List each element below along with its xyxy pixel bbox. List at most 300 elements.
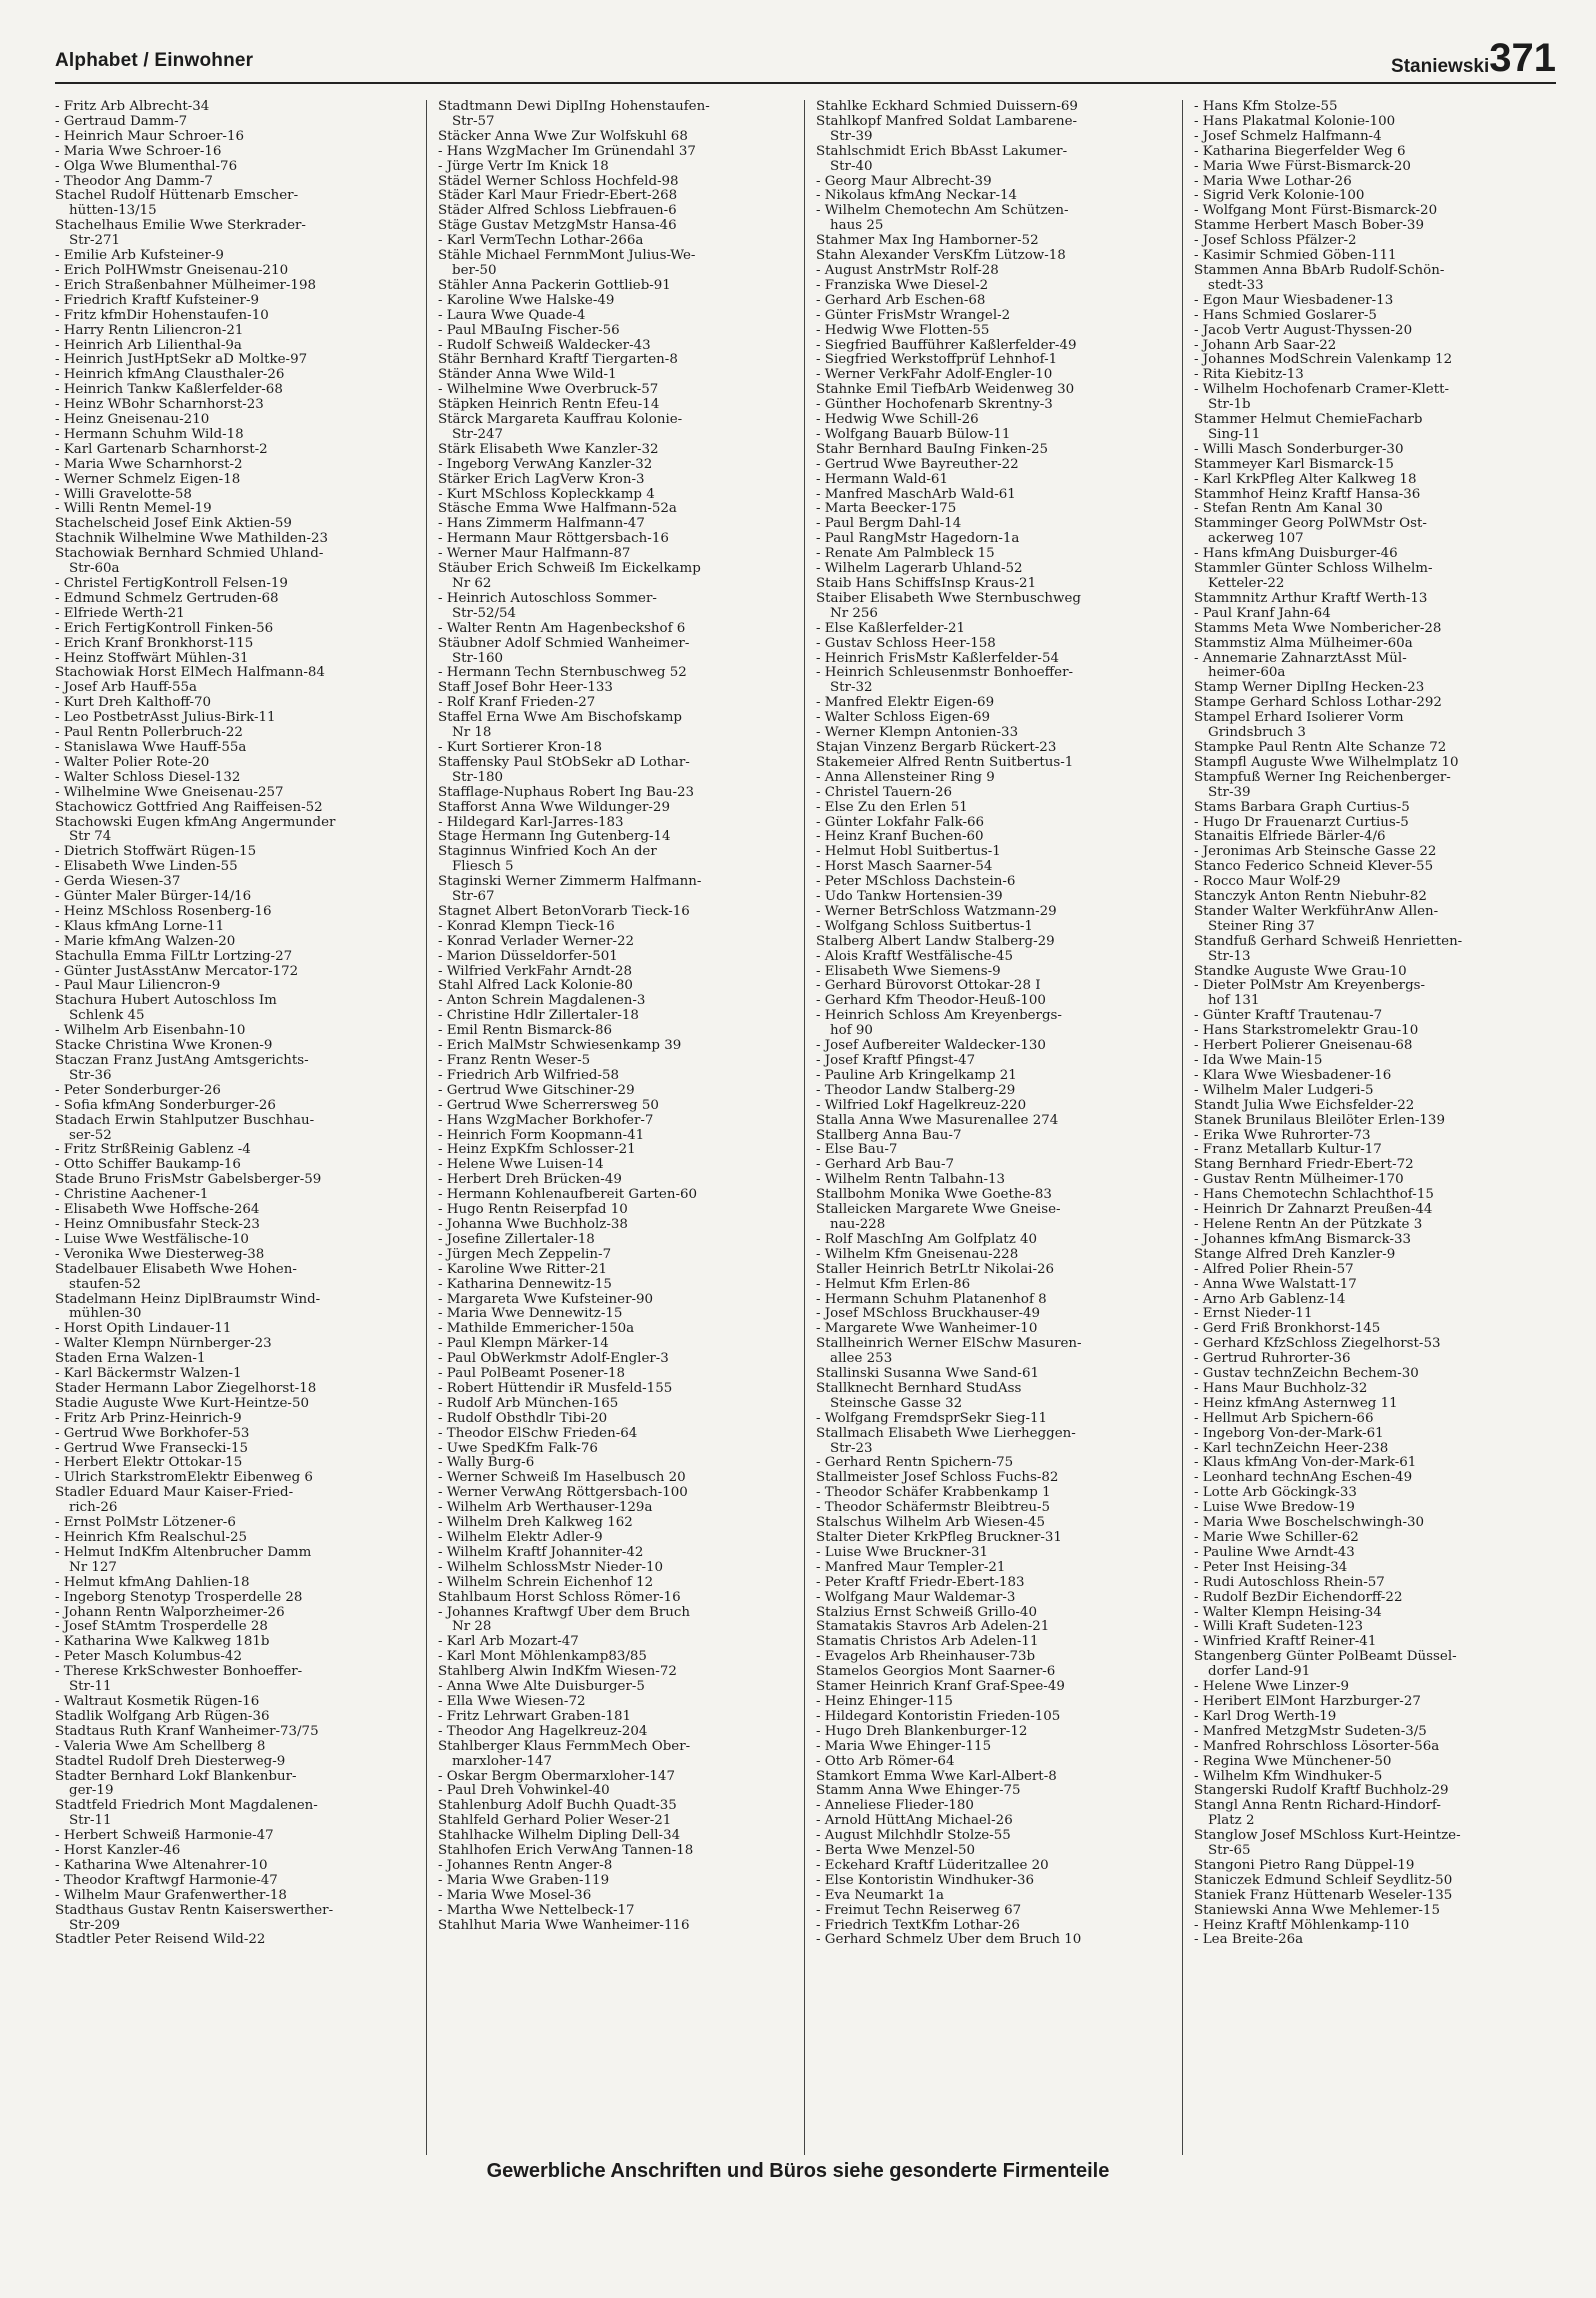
directory-entry: - Gerhard Arb Bau-7 — [816, 1158, 955, 1173]
directory-entry: - Jürgen Mech Zeppelin-7 — [438, 1247, 612, 1262]
directory-entry: - Otto Schiffer Baukamp-16 — [55, 1158, 241, 1173]
directory-entry: Stammer Helmut ChemieFacharb — [1194, 413, 1423, 428]
directory-entry: - Peter MSchloss Dachstein-6 — [816, 875, 1016, 890]
directory-entry: Str-209 — [69, 1918, 121, 1933]
directory-entry: Stähr Bernhard Kraftf Tiergarten-8 — [438, 353, 678, 368]
directory-entry: - Hildegard Karl-Jarres-183 — [438, 815, 624, 830]
directory-entry: - Heribert ElMont Harzburger-27 — [1194, 1694, 1421, 1709]
directory-entry: Stampfl Auguste Wwe Wilhelmplatz 10 — [1194, 755, 1459, 770]
directory-entry: - Fritz kfmDir Hohenstaufen-10 — [55, 308, 269, 323]
directory-entry: - Klaus kfmAng Lorne-11 — [55, 919, 225, 934]
directory-entry: - Leo PostbetrAsst Julius-Birk-11 — [55, 711, 276, 726]
directory-entry: - Karl VermTechn Lothar-266a — [438, 234, 644, 249]
directory-entry: stedt-33 — [1208, 278, 1264, 293]
directory-entry: - Walter Klempn Heising-34 — [1194, 1605, 1382, 1620]
directory-column-1 — [55, 100, 407, 1948]
directory-column-2 — [438, 100, 790, 1933]
directory-entry: - Wilhelm Hochofenarb Cramer-Klett- — [1194, 383, 1449, 398]
directory-entry: Stahmer Max Ing Hamborner-52 — [816, 234, 1039, 249]
directory-entry: - Theodor Schäfer Krabbenkamp 1 — [816, 1486, 1051, 1501]
directory-entry: - Ingeborg Stenotyp Trosperdelle 28 — [55, 1590, 303, 1605]
directory-entry: hof 131 — [1208, 994, 1260, 1009]
directory-entry: - Else Kontoristin Windhuker-36 — [816, 1873, 1035, 1888]
directory-entry: - Werner Schmelz Eigen-18 — [55, 472, 241, 487]
directory-entry: Stamatis Christos Arb Adelen-11 — [816, 1635, 1039, 1650]
directory-entry: Staffel Erna Wwe Am Bischofskamp — [438, 711, 682, 726]
directory-entry: - Stefan Rentn Am Kanal 30 — [1194, 502, 1383, 517]
directory-entry: - Renate Am Palmbleck 15 — [816, 547, 995, 562]
directory-entry: Str-32 — [830, 681, 873, 696]
directory-entry: Sing-11 — [1208, 427, 1261, 442]
directory-entry: Schlenk 45 — [69, 1009, 145, 1024]
directory-entry: Stangl Anna Rentn Richard-Hindorf- — [1194, 1799, 1441, 1814]
directory-entry: - Else Bau-7 — [816, 1143, 898, 1158]
directory-entry: Stamm Anna Wwe Ehinger-75 — [816, 1784, 1021, 1799]
directory-entry: - Günther Hochofenarb Skrentny-3 — [816, 398, 1053, 413]
directory-entry: Stallmeister Josef Schloss Fuchs-82 — [816, 1471, 1059, 1486]
directory-entry: - Wilhelm Arb Werthauser-129a — [438, 1501, 653, 1516]
directory-entry: - Gustav technZeichn Bechem-30 — [1194, 1367, 1419, 1382]
directory-entry: Staniczek Edmund Schleif Seydlitz-50 — [1194, 1873, 1453, 1888]
directory-entry: - Maria Wwe Scharnhorst-2 — [55, 457, 243, 472]
directory-entry: - Lea Breite-26a — [1194, 1933, 1304, 1948]
directory-entry: - Eckehard Kraftf Lüderitzallee 20 — [816, 1858, 1049, 1873]
directory-entry: - Hans Maur Buchholz-32 — [1194, 1381, 1368, 1396]
directory-entry: - Paul Dreh Vohwinkel-40 — [438, 1784, 610, 1799]
directory-entry: - Theodor Ang Damm-7 — [55, 174, 213, 189]
directory-entry: - Katharina Wwe Altenahrer-10 — [55, 1858, 268, 1873]
directory-entry: - Anneliese Flieder-180 — [816, 1799, 974, 1814]
directory-entry: - Wilhelm SchlossMstr Nieder-10 — [438, 1560, 664, 1575]
directory-entry: Stalter Dieter KrkPfleg Bruckner-31 — [816, 1531, 1062, 1545]
directory-entry: - Hermann Maur Röttgersbach-16 — [438, 532, 669, 547]
directory-entry: - Wilhelmine Wwe Overbruck-57 — [438, 383, 659, 398]
directory-entry: - Dieter PolMstr Am Kreyenbergs- — [1194, 979, 1426, 994]
directory-entry: Stampel Erhard Isolierer Vorm — [1194, 711, 1404, 726]
directory-entry: Stammhof Heinz Kraftf Hansa-36 — [1194, 487, 1421, 502]
directory-entry: Stahl Alfred Lack Kolonie-80 — [438, 979, 633, 994]
directory-entry: - Margarete Wwe Wanheimer-10 — [816, 1322, 1038, 1337]
directory-entry: - Gustav Rentn Mülheimer-170 — [1194, 1173, 1404, 1188]
directory-entry: Stage Hermann Ing Gutenberg-14 — [438, 830, 671, 845]
directory-entry: - Elisabeth Wwe Hoffsche-264 — [55, 1203, 260, 1218]
directory-entry: - Gertrud Ruhrorter-36 — [1194, 1352, 1351, 1367]
directory-entry: - Willi Rentn Memel-19 — [55, 502, 212, 517]
directory-entry: - Helmut Hobl Suitbertus-1 — [816, 845, 1001, 860]
directory-entry: Stachel Rudolf Hüttenarb Emscher- — [55, 189, 299, 204]
directory-entry: Str-39 — [830, 129, 873, 144]
directory-entry: - Leonhard technAng Eschen-49 — [1194, 1471, 1413, 1486]
directory-entry: haus 25 — [830, 219, 884, 234]
directory-entry: Stahlhofen Erich VerwAng Tannen-18 — [438, 1844, 694, 1859]
directory-entry: - Josef Aufbereiter Waldecker-130 — [816, 1039, 1046, 1054]
directory-entry: - Heinrich Kfm Realschul-25 — [55, 1531, 248, 1545]
directory-entry: - Josef Kraftf Pfingst-47 — [816, 1054, 976, 1068]
directory-entry: - Helene Rentn An der Pützkate 3 — [1194, 1217, 1423, 1232]
directory-entry: - Franz Rentn Weser-5 — [438, 1054, 591, 1068]
directory-entry: - Günter Maler Bürger-14/16 — [55, 890, 252, 905]
directory-entry: allee 253 — [830, 1352, 893, 1367]
directory-entry: - Josef Arb Hauff-55a — [55, 681, 197, 696]
directory-entry: - Pauline Arb Kringelkamp 21 — [816, 1068, 1017, 1083]
directory-entry: Stamminger Georg PolWMstr Ost- — [1194, 517, 1427, 532]
directory-entry: - Paul Kranf Jahn-64 — [1194, 606, 1331, 621]
directory-entry: - Wolfgang Bauarb Bülow-11 — [816, 427, 1011, 442]
directory-entry: - Paul RangMstr Hagedorn-1a — [816, 532, 1020, 547]
directory-entry: - Maria Wwe Graben-119 — [438, 1873, 610, 1888]
directory-entry: Stamp Werner DiplIng Hecken-23 — [1194, 681, 1425, 696]
directory-entry: - Hermann Schuhm Platanenhof 8 — [816, 1292, 1047, 1307]
directory-entry: - Peter Sonderburger-26 — [55, 1083, 221, 1098]
directory-entry: Stahlbaum Horst Schloss Römer-16 — [438, 1590, 681, 1605]
directory-entry: - Marion Düsseldorfer-501 — [438, 949, 618, 964]
directory-entry: - Klaus kfmAng Von-der-Mark-61 — [1194, 1456, 1417, 1471]
directory-entry: - Winfried Kraftf Reiner-41 — [1194, 1635, 1377, 1650]
directory-entry: - Walter Schloss Diesel-132 — [55, 770, 241, 785]
directory-entry: - Maria Wwe Fürst-Bismarck-20 — [1194, 159, 1411, 174]
directory-entry: - Rocco Maur Wolf-29 — [1194, 875, 1341, 890]
directory-entry: - Horst Kanzler-46 — [55, 1844, 181, 1859]
directory-entry: Stachnik Wilhelmine Wwe Mathilden-23 — [55, 532, 329, 547]
directory-entry: - Manfred Elektr Eigen-69 — [816, 696, 995, 711]
directory-entry: - Mathilde Emmericher-150a — [438, 1322, 635, 1337]
directory-entry: - Helmut Kfm Erlen-86 — [816, 1277, 971, 1292]
directory-entry: ackerweg 107 — [1208, 532, 1304, 547]
directory-entry: Stähler Anna Packerin Gottlieb-91 — [438, 278, 671, 293]
directory-entry: Nr 28 — [452, 1620, 492, 1635]
directory-entry: - Harry Rentn Liliencron-21 — [55, 323, 244, 338]
directory-entry: - Wolfgang Mont Fürst-Bismarck-20 — [1194, 204, 1438, 219]
directory-entry: - Annemarie ZahnarztAsst Mül- — [1194, 651, 1407, 666]
directory-entry: - Josef Schmelz Halfmann-4 — [1194, 129, 1382, 144]
directory-entry: ser-52 — [69, 1128, 112, 1143]
directory-entry: - Theodor Kraftwgf Harmonie-47 — [55, 1873, 278, 1888]
directory-entry: - Emil Rentn Bismarck-86 — [438, 1024, 612, 1039]
directory-entry: Städer Alfred Schloss Liebfrauen-6 — [438, 204, 677, 219]
directory-entry: - Luise Wwe Westfälische-10 — [55, 1232, 249, 1247]
directory-entry: - Eva Neumarkt 1a — [816, 1888, 944, 1903]
directory-entry: - Hans Schmied Goslarer-5 — [1194, 308, 1377, 323]
directory-entry: - Gertrud Wwe Borkhofer-53 — [55, 1426, 250, 1441]
directory-entry: - Heinrich Schloss Am Kreyenbergs- — [816, 1009, 1062, 1024]
directory-entry: - Luise Wwe Bruckner-31 — [816, 1545, 989, 1560]
directory-entry: Stallberg Anna Bau-7 — [816, 1128, 962, 1143]
directory-entry: Stärk Elisabeth Wwe Kanzler-32 — [438, 442, 659, 457]
directory-entry: Str-247 — [452, 427, 504, 442]
directory-entry: - Erich Kranf Bronkhorst-115 — [55, 636, 254, 651]
directory-entry: - Manfred Rohrschloss Lösorter-56a — [1194, 1739, 1440, 1754]
directory-entry: - Gertrud Wwe Gitschiner-29 — [438, 1083, 635, 1098]
directory-entry: - Peter Masch Kolumbus-42 — [55, 1650, 242, 1665]
directory-entry: - Erika Wwe Ruhrorter-73 — [1194, 1128, 1371, 1143]
header-rule — [55, 82, 1556, 84]
directory-entry: - Emilie Arb Kufsteiner-9 — [55, 249, 224, 264]
directory-entry: Stachowicz Gottfried Ang Raiffeisen-52 — [55, 800, 323, 815]
column-divider — [426, 100, 427, 2155]
directory-entry: dorfer Land-91 — [1208, 1665, 1311, 1680]
directory-entry: Stamms Meta Wwe Nombericher-28 — [1194, 621, 1442, 636]
directory-entry: - Wilhelm Dreh Kalkweg 162 — [438, 1516, 633, 1531]
directory-entry: Str-65 — [1208, 1844, 1251, 1859]
directory-entry: - Paul Bergm Dahl-14 — [816, 517, 962, 532]
directory-entry: Steiner Ring 37 — [1208, 919, 1315, 934]
directory-entry: - Fritz Arb Albrecht-34 — [55, 100, 210, 114]
directory-entry: Stachulla Emma FilLtr Lortzing-27 — [55, 949, 293, 964]
directory-entry: - Heinz Kranf Buchen-60 — [816, 830, 984, 845]
directory-entry: - Veronika Wwe Diesterweg-38 — [55, 1247, 265, 1262]
directory-entry: Str-52/54 — [452, 606, 517, 621]
directory-entry: ger-19 — [69, 1784, 114, 1799]
directory-entry: - Willi Kraft Sudeten-123 — [1194, 1620, 1363, 1635]
directory-entry: - Hermann Techn Sternbuschweg 52 — [438, 666, 687, 681]
directory-entry: Stachowiak Bernhard Schmied Uhland- — [55, 547, 324, 562]
directory-entry: - Theodor Landw Stalberg-29 — [816, 1083, 1016, 1098]
directory-entry: - Hellmut Arb Spichern-66 — [1194, 1411, 1374, 1426]
directory-entry: - August Milchhdlr Stolze-55 — [816, 1829, 1011, 1844]
directory-entry: staufen-52 — [69, 1277, 141, 1292]
directory-entry: - Günter JustAsstAnw Mercator-172 — [55, 964, 299, 979]
directory-entry: Stachowski Eugen kfmAng Angermunder — [55, 815, 336, 830]
directory-entry: - Ulrich StarkstromElektr Eibenweg 6 — [55, 1471, 313, 1486]
directory-entry: - Peter Kraftf Friedr-Ebert-183 — [816, 1575, 1025, 1590]
directory-entry: Str-60a — [69, 562, 120, 577]
directory-entry: - Kurt MSchloss Kopleckkamp 4 — [438, 487, 655, 502]
directory-entry: - Kasimir Schmied Göben-111 — [1194, 249, 1397, 264]
directory-entry: - Rolf MaschIng Am Golfplatz 40 — [816, 1232, 1038, 1247]
directory-entry: - Heinrich kfmAng Clausthaler-26 — [55, 368, 285, 383]
directory-entry: - Oskar Bergm Obermarxloher-147 — [438, 1769, 675, 1784]
directory-entry: - Heinz ExpKfm Schlosser-21 — [438, 1143, 636, 1158]
directory-entry: - Herbert Polierer Gneisenau-68 — [1194, 1039, 1413, 1054]
directory-entry: Str-36 — [69, 1068, 112, 1083]
directory-entry: Stamer Heinrich Kranf Graf-Spee-49 — [816, 1680, 1065, 1695]
directory-entry: - Günter FrisMstr Wrangel-2 — [816, 308, 1011, 323]
directory-entry: - Robert Hüttendir iR Musfeld-155 — [438, 1381, 673, 1396]
directory-entry: Stammler Günter Schloss Wilhelm- — [1194, 562, 1433, 577]
directory-entry: - Karoline Wwe Ritter-21 — [438, 1262, 608, 1277]
directory-entry: Str-11 — [69, 1680, 112, 1695]
directory-entry: - Johann Rentn Walporzheimer-26 — [55, 1605, 285, 1620]
directory-entry: - Nikolaus kfmAng Neckar-14 — [816, 189, 1018, 204]
directory-entry: - Anton Schrein Magdalenen-3 — [438, 994, 646, 1009]
directory-entry: - Otto Arb Römer-64 — [816, 1754, 955, 1769]
directory-entry: Standke Auguste Wwe Grau-10 — [1194, 964, 1407, 979]
directory-entry: - Anna Wwe Walstatt-17 — [1194, 1277, 1357, 1292]
directory-entry: - Heinz Gneisenau-210 — [55, 413, 210, 428]
directory-entry: Stadter Bernhard Lokf Blankenbur- — [55, 1769, 297, 1784]
directory-entry: - Siegfried Werkstoffprüf Lehnhof-1 — [816, 353, 1058, 368]
directory-entry: - Josef Schloss Pfälzer-2 — [1194, 234, 1357, 249]
directory-entry: Stalzius Ernst Schweiß Grillo-40 — [816, 1605, 1037, 1620]
directory-entry: Str-13 — [1208, 949, 1251, 964]
directory-entry: Stadelmann Heinz DiplBraumstr Wind- — [55, 1292, 321, 1307]
directory-entry: - Johanna Wwe Buchholz-38 — [438, 1217, 628, 1232]
directory-entry: - Gerd Friß Bronkhorst-145 — [1194, 1322, 1381, 1337]
directory-entry: rich-26 — [69, 1501, 118, 1516]
directory-entry: Nr 256 — [830, 606, 878, 621]
directory-entry: - Maria Wwe Ehinger-115 — [816, 1739, 992, 1754]
directory-entry: - Helmut IndKfm Altenbrucher Damm — [55, 1545, 312, 1560]
directory-entry: Standt Julia Wwe Eichsfelder-22 — [1194, 1098, 1415, 1113]
directory-entry: Stange Alfred Dreh Kanzler-9 — [1194, 1247, 1396, 1262]
directory-entry: - Gertrud Wwe Scherrersweg 50 — [438, 1098, 659, 1113]
directory-entry: Stallknecht Bernhard StudAss — [816, 1381, 1022, 1396]
directory-entry: - Wolfgang Maur Waldemar-3 — [816, 1590, 1016, 1605]
directory-entry: Str 74 — [69, 830, 112, 845]
directory-entry: - Ernst PolMstr Lötzener-6 — [55, 1516, 236, 1531]
directory-entry: - Wilfried VerkFahr Arndt-28 — [438, 964, 633, 979]
directory-entry: Stärker Erich LagVerw Kron-3 — [438, 472, 645, 487]
directory-entry: - Heinrich Schleusenmstr Bonhoeffer- — [816, 666, 1074, 681]
directory-entry: - Paul Maur Liliencron-9 — [55, 979, 221, 994]
directory-entry: Stadtaus Ruth Kranf Wanheimer-73/75 — [55, 1724, 319, 1739]
directory-entry: - Therese KrkSchwester Bonhoeffer- — [55, 1665, 303, 1680]
directory-entry: - Ida Wwe Main-15 — [1194, 1054, 1323, 1068]
directory-entry: Stahn Alexander VersKfm Lützow-18 — [816, 249, 1066, 264]
directory-entry: marxloher-147 — [452, 1754, 553, 1769]
directory-entry: - Johann Arb Saar-22 — [1194, 338, 1337, 353]
directory-entry: - Hans Starkstromelektr Grau-10 — [1194, 1024, 1419, 1039]
directory-entry: - Fritz StrßReinig Gablenz -4 — [55, 1143, 251, 1158]
directory-entry: - Margareta Wwe Kufsteiner-90 — [438, 1292, 654, 1307]
directory-entry: Stallheinrich Werner ElSchw Masuren- — [816, 1337, 1082, 1352]
directory-entry: - Wolfgang FremdsprSekr Sieg-11 — [816, 1411, 1048, 1426]
directory-entry: Str-39 — [1208, 785, 1251, 800]
directory-entry: - Friedrich Kraftf Kufsteiner-9 — [55, 293, 259, 308]
directory-entry: Staniewski Anna Wwe Mehlemer-15 — [1194, 1903, 1440, 1918]
directory-entry: - Katharina Biegerfelder Weg 6 — [1194, 144, 1406, 159]
directory-entry: - Willi Gravelotte-58 — [55, 487, 192, 502]
directory-entry: - Jacob Vertr August-Thyssen-20 — [1194, 323, 1413, 338]
directory-entry: - Heinz kfmAng Asternweg 11 — [1194, 1396, 1398, 1411]
directory-entry: - Karl Arb Mozart-47 — [438, 1635, 579, 1650]
directory-entry: Stahlkopf Manfred Soldat Lambarene- — [816, 114, 1078, 129]
directory-entry: - Hans Zimmerm Halfmann-47 — [438, 517, 645, 532]
directory-entry: Stäge Gustav MetzgMstr Hansa-46 — [438, 219, 677, 234]
directory-entry: - Josef StAmtm Trosperdelle 28 — [55, 1620, 268, 1635]
directory-entry: - Gerhard Schmelz Über dem Bruch 10 — [816, 1933, 1082, 1948]
directory-entry: Str-271 — [69, 234, 121, 249]
directory-entry: Stahr Bernhard BauIng Finken-25 — [816, 442, 1049, 457]
directory-entry: - Christine Hdlr Zillertaler-18 — [438, 1009, 639, 1024]
directory-entry: - Herbert Dreh Brücken-49 — [438, 1173, 622, 1188]
directory-entry: Stammeyer Karl Bismarck-15 — [1194, 457, 1394, 472]
directory-entry: - Jeronimas Arb Steinsche Gasse 22 — [1194, 845, 1437, 860]
directory-entry: nau-228 — [830, 1217, 886, 1232]
directory-entry: - Marie kfmAng Walzen-20 — [55, 934, 236, 949]
directory-entry: - Heinrich Autoschloss Sommer- — [438, 591, 657, 606]
directory-entry: Platz 2 — [1208, 1814, 1255, 1829]
directory-entry: - Heinrich FrisMstr Kaßlerfelder-54 — [816, 651, 1059, 666]
directory-entry: Stams Barbara Graph Curtius-5 — [1194, 800, 1410, 815]
directory-entry: - Gerhard Bürovorst Ottokar-28 I — [816, 979, 1041, 994]
directory-entry: Stampe Gerhard Schloss Lothar-292 — [1194, 696, 1442, 711]
directory-entry: - Wolfgang Schloss Suitbertus-1 — [816, 919, 1033, 934]
directory-entry: - Werner VerwAng Röttgersbach-100 — [438, 1486, 688, 1501]
directory-entry: - Karl technZeichn Heer-238 — [1194, 1441, 1389, 1456]
directory-entry: Stahlberg Alwin IndKfm Wiesen-72 — [438, 1665, 677, 1680]
directory-entry: - Wilhelmine Wwe Gneisenau-257 — [55, 785, 284, 800]
directory-entry: Str-180 — [452, 770, 504, 785]
directory-entry: Stahlschmidt Erich BbAsst Lakumer- — [816, 144, 1068, 159]
directory-entry: Stahlke Eckhard Schmied Duissern-69 — [816, 100, 1078, 114]
directory-entry: Str-160 — [452, 651, 504, 666]
directory-entry: - Wilhelm Maur Grafenwerther-18 — [55, 1888, 287, 1903]
directory-entry: - Josefine Zillertaler-18 — [438, 1232, 595, 1247]
directory-entry: - Johannes Rentn Anger-8 — [438, 1858, 613, 1873]
directory-entry: - Hedwig Wwe Schill-26 — [816, 413, 979, 428]
directory-entry: - Hugo Dreh Blankenburger-12 — [816, 1724, 1028, 1739]
footer-note: Gewerbliche Anschriften und Büros siehe gesonderte Firmenteile — [486, 2160, 1110, 2182]
directory-entry: - Konrad Klempn Tieck-16 — [438, 919, 615, 934]
directory-entry: Nr 62 — [452, 577, 492, 591]
directory-entry: - Hans Plakatmal Kolonie-100 — [1194, 114, 1396, 129]
directory-entry: Stakemeier Alfred Rentn Suitbertus-1 — [816, 755, 1074, 770]
directory-entry: - Wilhelm Lagerarb Uhland-52 — [816, 562, 1023, 577]
header-running-name: Staniewski — [1391, 56, 1490, 77]
directory-entry: Standfuß Gerhard Schweiß Henrietten- — [1194, 934, 1463, 949]
directory-entry: - Hans WzgMacher Im Grünendahl 37 — [438, 144, 696, 159]
directory-entry: - Wilhelm Arb Eisenbahn-10 — [55, 1024, 246, 1039]
directory-entry: - Helene Wwe Linzer-9 — [1194, 1680, 1350, 1695]
directory-entry: - Erich Straßenbahner Mülheimer-198 — [55, 278, 316, 293]
directory-entry: - Karl Drog Werth-19 — [1194, 1709, 1337, 1724]
directory-entry: - Heinrich Form Koopmann-41 — [438, 1128, 645, 1143]
directory-entry: Stade Bruno FrisMstr Gabelsberger-59 — [55, 1173, 322, 1188]
directory-entry: - Rudi Autoschloss Rhein-57 — [1194, 1575, 1385, 1590]
directory-entry: - Herbert Elektr Ottokar-15 — [55, 1456, 243, 1471]
directory-entry: Stallinski Susanna Wwe Sand-61 — [816, 1367, 1039, 1382]
directory-entry: - Egon Maur Wiesbadener-13 — [1194, 293, 1394, 308]
directory-entry: Stahlberger Klaus FernmMech Ober- — [438, 1739, 691, 1754]
directory-entry: - Marie Wwe Schiller-62 — [1194, 1531, 1359, 1545]
directory-entry: - Friedrich Arb Wilfried-58 — [438, 1068, 620, 1083]
directory-entry: - Horst Opith Lindauer-11 — [55, 1322, 232, 1337]
page-header-title: Alphabet / Einwohner — [55, 50, 254, 71]
directory-entry: - Rudolf BezDir Eichendorff-22 — [1194, 1590, 1403, 1605]
directory-entry: Stadtler Peter Reisend Wild-22 — [55, 1933, 266, 1948]
directory-column-3 — [816, 100, 1168, 1948]
directory-entry: - Kurt Sortierer Kron-18 — [438, 740, 603, 755]
directory-entry: - Helmut kfmAng Dahlien-18 — [55, 1575, 250, 1590]
directory-entry: - Sofia kfmAng Sonderburger-26 — [55, 1098, 276, 1113]
directory-entry: - Werner Schweiß Im Haselbusch 20 — [438, 1471, 686, 1486]
directory-entry: Stang Bernhard Friedr-Ebert-72 — [1194, 1158, 1414, 1173]
directory-entry: Grindsbruch 3 — [1208, 726, 1306, 741]
directory-entry: - Katharina Dennewitz-15 — [438, 1277, 612, 1292]
directory-entry: Stanaitis Elfriede Bärler-4/6 — [1194, 830, 1386, 845]
directory-entry: Städer Karl Maur Friedr-Ebert-268 — [438, 189, 678, 204]
directory-entry: - Karl Mont Möhlenkamp83/85 — [438, 1650, 647, 1665]
directory-entry: Stadlik Wolfgang Arb Rügen-36 — [55, 1709, 270, 1724]
directory-entry: - Paul MBauIng Fischer-56 — [438, 323, 620, 338]
directory-entry: Stadie Auguste Wwe Kurt-Heintze-50 — [55, 1396, 309, 1411]
directory-entry: - Katharina Wwe Kalkweg 181b — [55, 1635, 270, 1650]
directory-entry: - Josef MSchloss Bruckhauser-49 — [816, 1307, 1041, 1322]
directory-entry: - Maria Wwe Mosel-36 — [438, 1888, 592, 1903]
directory-entry: - Wilhelm Chemotechn Am Schützen- — [816, 204, 1069, 219]
directory-entry: - Theodor ElSchw Frieden-64 — [438, 1426, 638, 1441]
directory-entry: - Peter Inst Heising-34 — [1194, 1560, 1348, 1575]
directory-entry: Stallmach Elisabeth Wwe Lierheggen- — [816, 1426, 1076, 1441]
directory-entry: Str-67 — [452, 890, 495, 905]
directory-entry: - Heinz MSchloss Rosenberg-16 — [55, 904, 272, 919]
directory-entry: - Gerhard KfzSchloss Ziegelhorst-53 — [1194, 1337, 1441, 1352]
directory-entry: - Erich PolHWmstr Gneisenau-210 — [55, 263, 289, 278]
directory-entry: - Freimut Techn Reiserweg 67 — [816, 1903, 1022, 1918]
directory-entry: - Walter Schloss Eigen-69 — [816, 711, 990, 726]
directory-entry: Stachelscheid Josef Eink Aktien-59 — [55, 517, 292, 532]
